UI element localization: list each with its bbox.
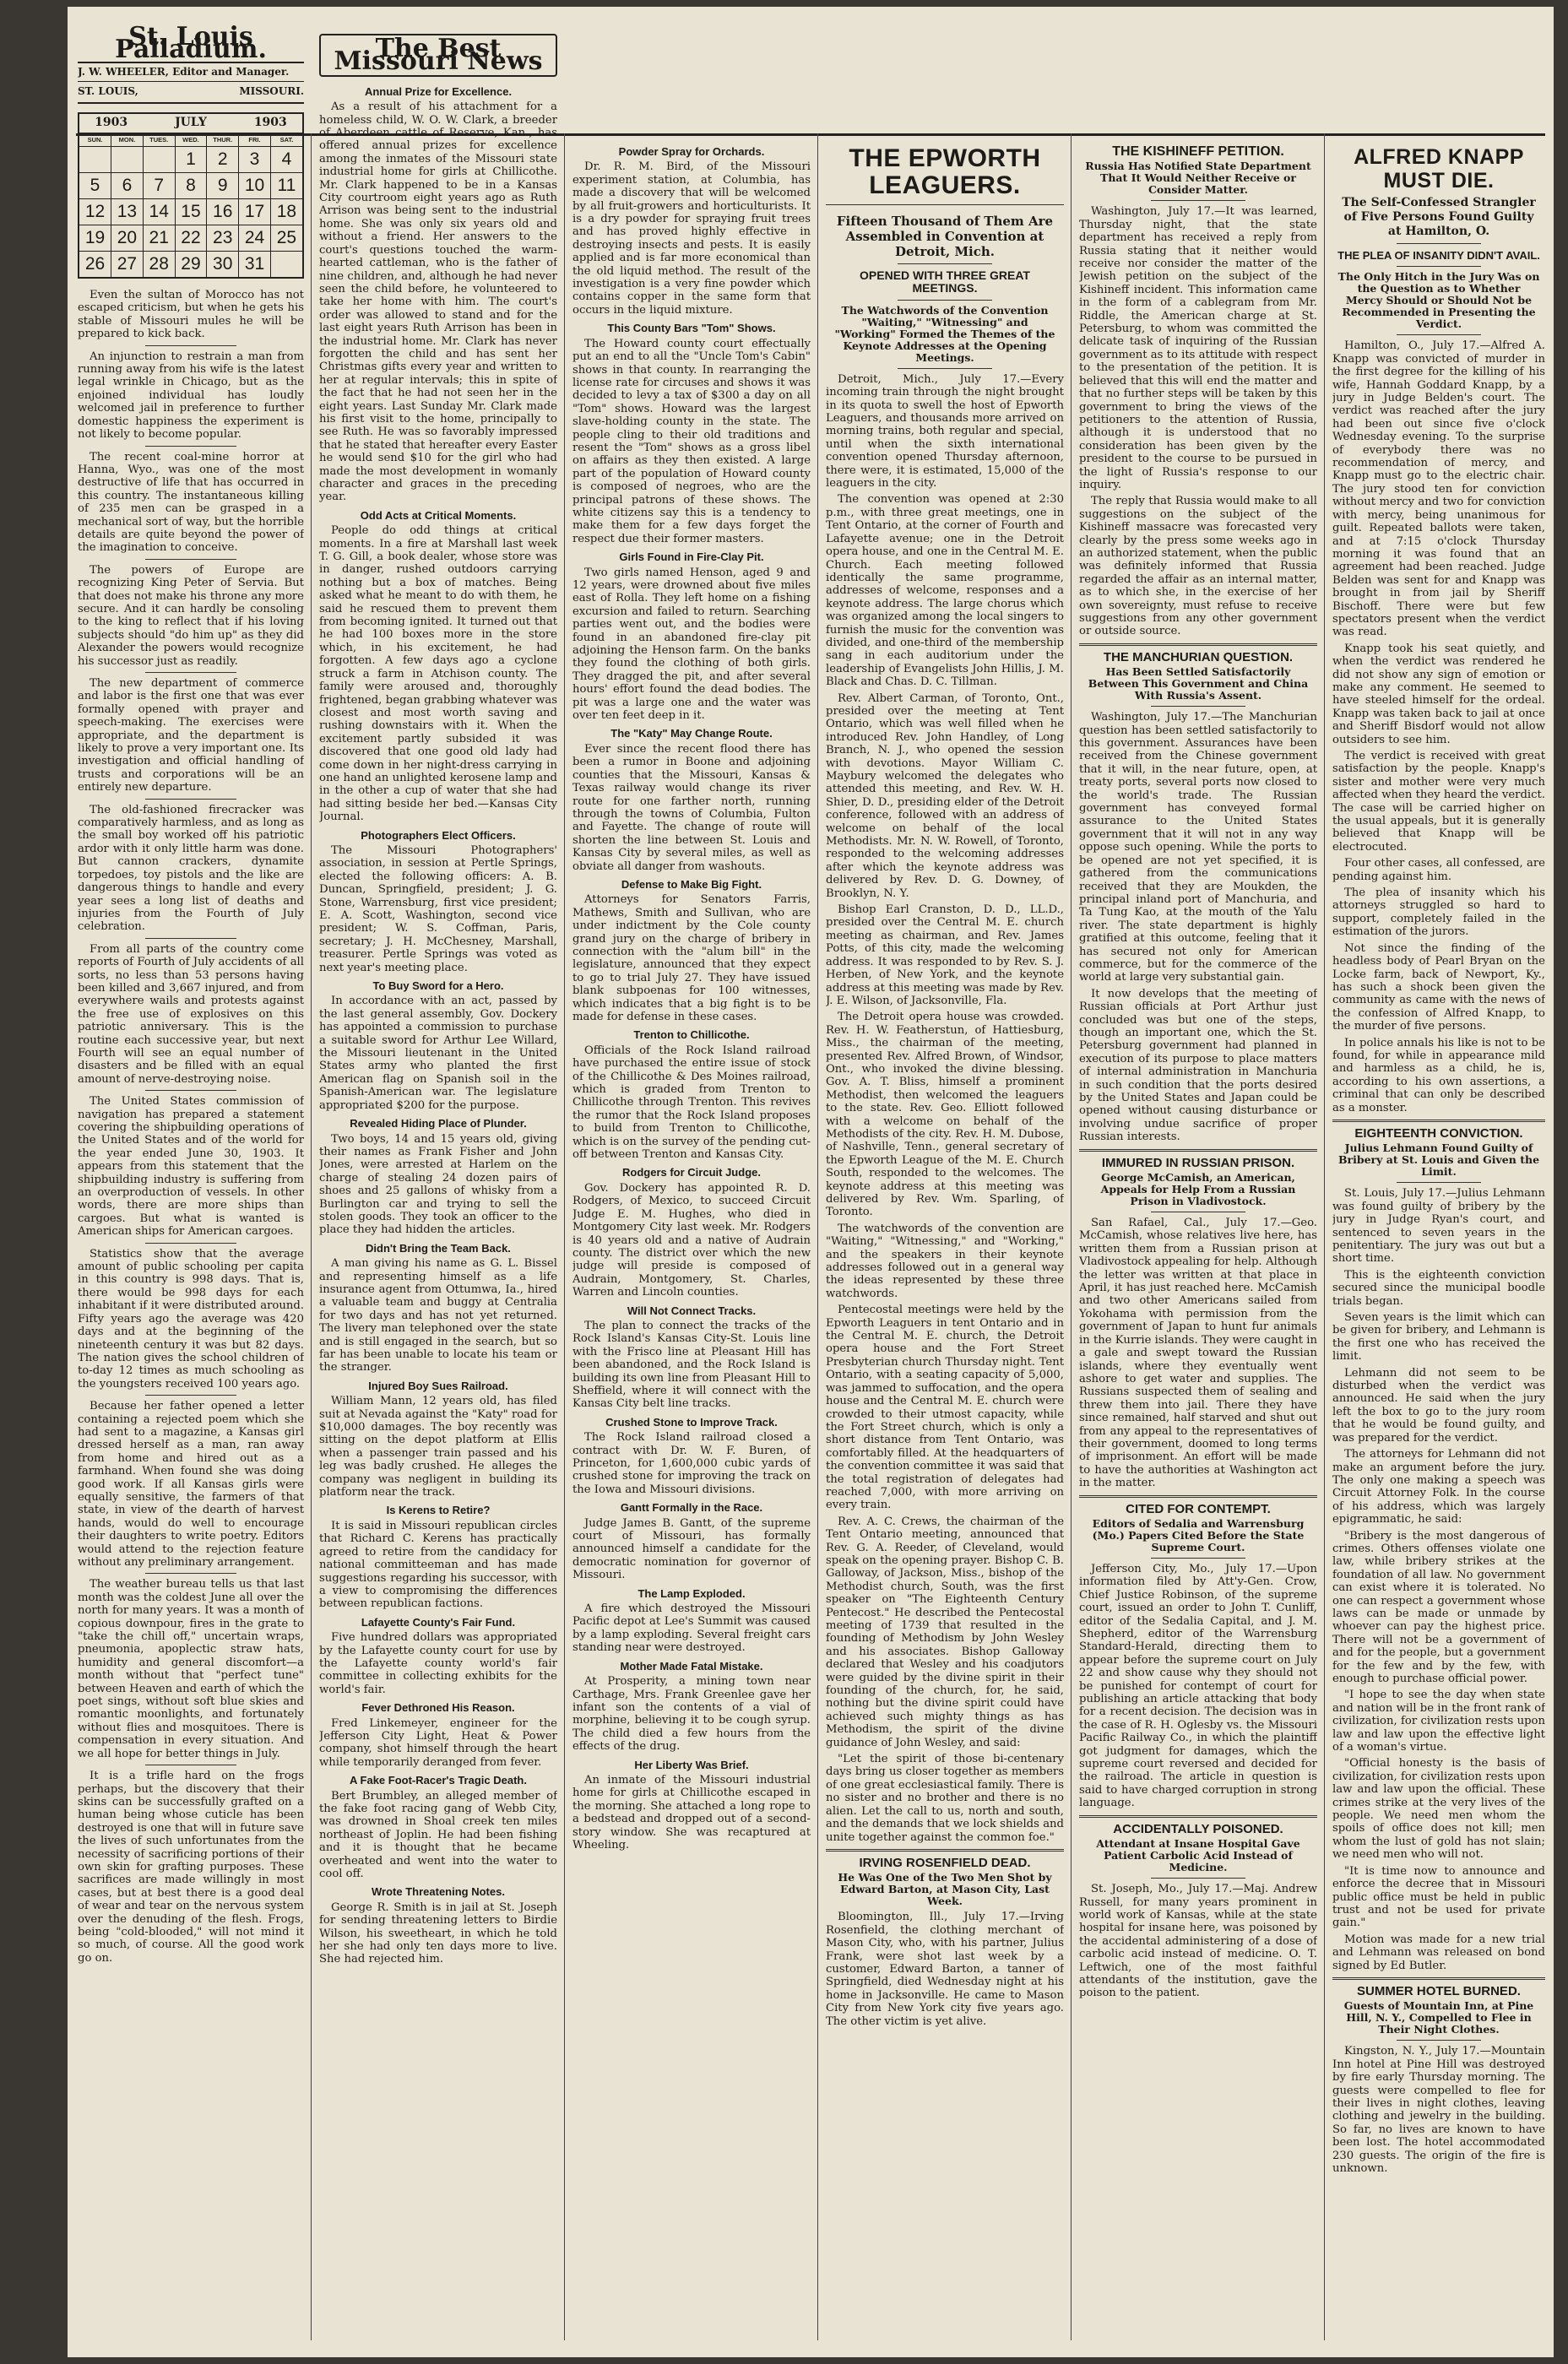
calendar-week [79, 252, 303, 279]
news-item-heading: Wrote Threatening Notes. [372, 1885, 505, 1899]
calendar-date: 31 [239, 252, 271, 279]
calendar-day-label: MON. [111, 133, 144, 146]
calendar-month: JULY [143, 113, 238, 133]
news-item-body: Two boys, 14 and 15 years old, giving their names as Frank Fisher and John Jones, were arrested at Harlem on the charge of stealing 24 dozen pairs of shoes and 25 gallons of whisky from a Burlington car and trying to sell the stolen goods. They took an officer to the place they had hidden the articles. [319, 1132, 557, 1237]
news-item-body: The Howard county court effectually put an end to all the "Uncle Tom's Cabin" shows in that county. In rearranging the license rate for circuses and shows it was decided to levy a tax of $300 a day on all "Tom" shows. Howard was the largest slave-holding county in the state. The people cling to their old traditions and resent the "Tom" shows as a gross libel on affairs as they then existed. A large part of the population of Howard county is composed of negroes, who are the principal patrons of these shows. The white citizens say this is a tendency to make them for a few days forget the respect due their former masters. [572, 337, 811, 545]
rule [1332, 1120, 1545, 1122]
editorial-paragraph: The new department of commerce and labor is the first one that was ever formally opened with prayer and speech-making. The exercises were appropriate, and the department is likely to prove a very important one. Its investigation and official handling of trusts and corporations will be an entirely new departure. [78, 677, 304, 794]
article-paragraph: Hamilton, O., July 17.—Alfred A. Knapp was convicted of murder in the first degree for the killing of his wife, Hannah Goddard Knapp, by a jury in Judge Belden's court. The verdict was reached after the jury had been out since five o'clock Wednesday evening. To the surprise of everybody there was no recommendation of mercy, and Knapp must go to the electric chair. The jury stood ten for conviction without mercy and two for conviction with mercy, being unanimous for guilt. Repeated ballots were taken, and at 7:15 o'clock Thursday morning it was found that an agreement had been reached. Judge Belden was sent for and Knapp was brought in from jail by Sheriff Bischoff. There were but few spectators present when the verdict was read. [1332, 339, 1545, 639]
news-item-heading: Mother Made Fatal Mistake. [620, 1659, 763, 1673]
calendar-day-label: SAT. [270, 133, 303, 146]
news-item-body: Two girls named Henson, aged 9 and 12 years, were drowned about five miles east of Rolla. They left home on a fishing excursion and failed to return. Searching parties went out, and the bodies were found in an abandoned fire-clay pit adjoining the Henson farm. On the banks they found the clothing of both girls. They dragged the pit, and after several hours' effort found the dead bodies. The pit was a large one and the water was over ten feet deep in it. [572, 566, 811, 723]
calendar-date: 15 [175, 199, 207, 225]
contempt-body [1079, 1563, 1317, 1810]
article-paragraph: The convention was opened at 2:30 p.m., with three great meetings, one in Tent Ontario, at the corner of Fourth and Lafayette avenue; one in the Detroit opera house, and one in the Central M. E. Church. Each meeting followed identically the same programme, addresses of welcome, responses and a keynote address. The large chorus which was organized among the local singers to furnish the music for the convention was divided, and one-third of the membership sang in each auditorium under the leadership of Evangelists John Hillis, J. M. Black and Chas. D. C. Tillman. [826, 493, 1064, 689]
article-paragraph: "It is time now to announce and enforce the decree that in Missouri public office must be held in public trust and not be used for private gain." [1332, 1864, 1545, 1930]
rule [898, 300, 993, 301]
news-item-heading: Girls Found in Fire-Clay Pit. [619, 550, 764, 564]
article-paragraph: Lehmann did not seem to be disturbed when the verdict was announced. He said when the jury left the box to go to the jury room that he would be found guilty, and was prepared for the verdict. [1332, 1366, 1545, 1445]
editorial-paragraph: An injunction to restrain a man from running away from his wife is the latest legal wrinkle in Chicago, but as the enjoined individual has loudly welcomed jail in preference to further domestic happiness the experiment is not likely to become popular. [78, 350, 304, 442]
calendar-date [143, 147, 175, 173]
article-paragraph: Rev. Albert Carman, of Toronto, Ont., presided over the meeting at Tent Ontario, which was well filled when he introduced Rev. John Handley, of Long Branch, N. J., who opened the session with devotions. Mayor William C. Maybury welcomed the delegates who attended this meeting, and Rev. W. H. Shier, D. D., presiding elder of the Detroit conference, followed with an address of welcome on behalf of the local Methodists. Mr. N. W. Rowell, of Toronto, responded to the welcoming addresses after which the keynote address was delivered by Rev. D. G. Downey, of Brooklyn, N. Y. [826, 691, 1064, 900]
news-item-body: The Rock Island railroad closed a contract with Dr. W. F. Buren, of Princeton, for 1,600,000 cubic yards of crushed stone for improving the track on the Iowa and Missouri divisions. [572, 1431, 811, 1496]
news-item-heading: This County Bars "Tom" Shows. [607, 322, 776, 335]
manchurian-headline: THE MANCHURIAN QUESTION. [1103, 649, 1294, 664]
article-paragraph: In police annals his like is not to be found, for while in appearance mild and harmless as a child, he is, according to his own assertions, a criminal that can only be described as a monster. [1332, 1036, 1545, 1114]
immured-body [1079, 1217, 1317, 1490]
article-paragraph: "Let the spirit of those bi-centenary days bring us closer together as members of one great ecclesiastical family. There is no sister and no brother and there is no alien. Let the call to us, north and south, and the demands that we lock shields and unite together against the common foe." [826, 1753, 1064, 1844]
masthead-title: St. Louis Palladium. [115, 22, 267, 65]
calendar-day-label: THUR. [207, 133, 239, 146]
editorial-paragraph: Because her father opened a letter containing a rejected poem which she had sent to a magazine, a Kansas girl dressed herself as a man, ran away from home and hired out as a farmhand. When found she was doing good work. If all Kansas girls were equally sensitive, the farmers of that state, in view of the dearth of harvest hands, would do well to encourage their daughters to write poetry. Editors would attend to the rejection feature without any preliminary arrangement. [78, 1400, 304, 1569]
news-item-body: An inmate of the Missouri industrial home for girls at Chillicothe escaped in the morning. She attached a long rope to a bedstead and dropped out of a second-story window. She was recaptured at Wheeling. [572, 1773, 811, 1852]
news-item-heading: Trenton to Chillicothe. [633, 1028, 750, 1042]
calendar-date: 3 [239, 147, 271, 173]
immured-headline: IMMURED IN RUSSIAN PRISON. [1101, 1155, 1295, 1170]
hotel-headline: SUMMER HOTEL BURNED. [1357, 1983, 1521, 1998]
calendar-date [270, 252, 303, 279]
poisoned-body [1079, 1883, 1317, 2000]
article-paragraph: The plea of insanity which his attorneys struggled so hard to support, completely failed in the estimation of the jurors. [1332, 886, 1545, 939]
calendar-date: 27 [111, 252, 144, 279]
rule [1079, 643, 1317, 646]
calendar-date: 10 [239, 173, 271, 199]
rule [1397, 266, 1482, 267]
news-item-heading: A Fake Foot-Racer's Tragic Death. [350, 1774, 527, 1787]
manchurian-deck: Has Been Settled Satisfactorily Between This Government and China With Russia's Assent. [1088, 665, 1309, 702]
editorial-paragraph: From all parts of the country come reports of Fourth of July accidents of all sorts, no less than 53 persons having been killed and 3,667 injured, and from everywhere wails and protests against the free use of explosives on this patriotic anniversary. This is the routine each successive year, but next Fourth will see an equal number of disasters and be filled with an equal amount of nerve-destroying noise. [78, 942, 304, 1086]
article-paragraph: Motion was made for a new trial and Lehmann was released on bond signed by Ed Butler. [1332, 1933, 1545, 1972]
column-divider [311, 133, 312, 2340]
news-item-body: People do odd things at critical moments. In a fire at Marshall last week T. G. Gill, a book dealer, whose store was in danger, rushed outdoors carrying nothing but a box of matches. Being asked what he meant to do with them, he said he rescued them to prevent them from becoming ignited. It turned out that he had 100 boxes more in the store which, in his excitement, he had forgotten. A few days ago a cyclone struck a farm in Atchison county. The family were aroused and, thoroughly frightened, began grabbing whatever was closest and most worth saving and rushing downstairs with it. When the excitement partly subsided it was discovered that one good old lady had come down in her night-dress carrying in one hand an unlighted kerosene lamp and in the other a cup of water that she had had sitting beside her bed.—Kansas City Journal. [319, 524, 557, 824]
article-paragraph: Jefferson City, Mo., July 17.—Upon information filed by Att'y-Gen. Crow, Chief Justice Robinson, of the supreme court, issued an order to John T. Cunliff, editor of the Sedalia Capital, and J. M. Shepherd, editor of the Warrensburg Standard-Herald, directing them to appear before the supreme court on July 22 and show cause why they should not be punished for contempt of court for publishing an article attacking that body for a recent decision. The decision was in the case of R. H. Oglesby vs. the Missouri Pacific Railway Co., in which the plaintiff got judgment for damages, which the supreme court reversed and decided for the railroad. The article in question is said to have charged corruption in strong language. [1079, 1562, 1317, 1810]
calendar-week [79, 199, 303, 225]
rule [1397, 2040, 1482, 2041]
news-item-heading: Crushed Stone to Improve Track. [605, 1415, 778, 1429]
news-item-heading: Powder Spray for Orchards. [618, 145, 765, 158]
calendar-year-right: 1903 [239, 113, 303, 133]
news-item-heading: The "Katy" May Change Route. [610, 727, 773, 740]
hotel-deck: Guests of Mountain Inn, at Pine Hill, N. Y., Compelled to Flee in Their Night Clothes. [1343, 1999, 1534, 2036]
article-paragraph: The Detroit opera house was crowded. Rev. H. W. Featherstun, of Hattiesburg, Miss., the chairman of the meeting, presented Rev. Alfred Brown, of Windsor, Ont., who invoked the divine blessing. Gov. A. T. Bliss, himself a prominent Methodist, then welcomed the leaguers to the state. Rev. Geo. Elliott followed with a welcome on behalf of the Methodists of the city. Rev. H. M. Dubose, of Nashville, Tenn., general secretary of the Epworth League of the M. E. Church South, responded to the welcomes. The keynote address at this meeting was delivered by Rev. Wm. Sparling, of Toronto. [826, 1011, 1064, 1219]
article-paragraph: The watchwords of the convention are "Waiting," "Witnessing," and "Working," and the speakers in their keynote addresses followed out in a general way the ideas represented by these three watchwords. [826, 1222, 1064, 1300]
editorial-paragraph: Statistics show that the average amount of public schooling per capita in this country is 998 days. That is, there would be 998 days for each inhabitant if it were distributed around. Fifty years ago the average was 420 days and at the beginning of the nineteenth century it was but 82 days. The nation gives the school children of to-day 12 times as much schooling as the youngsters received 100 years ago. [78, 1247, 304, 1391]
rule [145, 1090, 236, 1091]
news-item-heading: Revealed Hiding Place of Plunder. [350, 1117, 527, 1130]
calendar-date: 7 [143, 173, 175, 199]
news-item-heading: To Buy Sword for a Hero. [372, 979, 504, 993]
news-item-body: Officials of the Rock Island railroad have purchased the entire issue of stock of the Chillicothe & Des Moines railroad, which is graded from Trenton to Chillicothe through Trenton. This revives the rumor that the Rock Island proposes to build from Trenton to Chillicothe, which is on the survey of the pending cut-off between Trenton and Kansas City. [572, 1044, 811, 1162]
article-paragraph: Rev. A. C. Crews, the chairman of the Tent Ontario meeting, announced that Rev. G. A. Reeder, of Cleveland, would speak on the opening prayer. Bishop C. B. Galloway, of Jackson, Miss., bishop of the Methodist church, South, was the first speaker on "The Eighteenth Century Pentecost." He described the Pentecostal meeting of 1739 that resulted in the founding of Methodism by John Wesley and his associates. Bishop Galloway declared that Wesley and his coadjutors were guided by the divine spirit in their founding of the church, for, he said, nothing but the divine spirit could have achieved such mighty things as has Methodism, the spirit of the divine guidance of John Wesley, and said: [826, 1515, 1064, 1749]
news-item-body: The plan to connect the tracks of the Rock Island's Kansas City-St. Louis line with the Frisco line at Pleasant Hill has been abandoned, and the Rock Island is building its own line from Pleasant Hill to Sheffield, where it will connect with the Kansas City belt line tracks. [572, 1319, 811, 1411]
news-item-heading: Will Not Connect Tracks. [627, 1304, 757, 1317]
rule [145, 446, 236, 447]
epworth-deck-1: Fifteen Thousand of Them Are Assembled in Convention at Detroit, Mich. [836, 214, 1054, 259]
article-paragraph: St. Joseph, Mo., July 17.—Maj. Andrew Russell, for many years prominent in world work of Kansas, while at the state hospital for insane here, was poisoned by the accidental administering of a dose of carbolic acid instead of medicine. O. T. Leftwich, one of the most faithful attendants of the institution, gave the poison to the patient. [1079, 1883, 1317, 2000]
news-item-body: Attorneys for Senators Farris, Mathews, Smith and Sullivan, who are under indictment by the Cole county grand jury on the charge of bribery in connection with the "alum bill" in the legislature, announced that they expect to go to trial July 27. They have issued blank subpoenas for 100 witnesses, which indicates that a big fight is to be made for defense in these cases. [572, 893, 811, 1023]
editorial-paragraph: It is a trifle hard on the frogs perhaps, but the discovery that their skins can be successfully grafted on a human being whose cuticle has been destroyed is one that will in future save the lives of such unfortunates from the necessity of sacrificing portions of their own skin for grafting purposes. These sacrifices are made willingly in most cases, but at best there is a good deal of wear and tear on the nervous system over the denuding of the flesh. Frogs, being "cold-blooded," will not mind it so much, of course. All the good work go on. [78, 1770, 304, 1965]
calendar-header [79, 113, 303, 133]
editorial-paragraph: The United States commission of navigation has prepared a statement covering the shipbuilding operations of the United States and of the world for the year ended June 30, 1903. It appears from this statement that the shipbuilding industry is suffering from an overproduction of vessels. In other words, there are more ships than cargoes. But what is wanted is American ships for American cargoes. [78, 1095, 304, 1239]
calendar-date: 29 [175, 252, 207, 279]
rosenfield-body: Bloomington, Ill., July 17.—Irving Rosenfield, the clothing merchant of Mason City, who, with his partner, Julius Frank, were shot last week by a customer, Edward Barton, a tanner of Springfield, died Wednesday night at his home in Jacksonville. He came to Mason City from New York city five years ago. The other victim is yet alive. [826, 1911, 1064, 2028]
calendar-day-label: FRI. [239, 133, 271, 146]
article-paragraph: It now develops that the meeting of Russian officials at Port Arthur just concluded was but one of the steps, though an important one, which the St. Petersburg government had planned in execution of its purpose to place matters of internal administration in Manchuria in such condition that the ports desired by the United States and Japan could be opened without causing disturbance or involving undue sacrifice of proper Russian interests. [1079, 987, 1317, 1144]
rule [1332, 1977, 1545, 1980]
column-5 [1079, 140, 1317, 2340]
news-item-heading: Fever Dethroned His Reason. [361, 1701, 515, 1715]
column-3 [572, 140, 811, 2340]
poisoned-deck: Attendant at Insane Hospital Gave Patient Carbolic Acid Instead of Medicine. [1096, 1837, 1300, 1874]
column-4 [826, 140, 1064, 2340]
city: ST. LOUIS, [78, 85, 138, 98]
calendar-date: 14 [143, 199, 175, 225]
kishineff-deck: Russia Has Notified State Department That It Would Neither Receive or Consider Matter. [1085, 160, 1311, 197]
calendar-date: 12 [79, 199, 111, 225]
rule [145, 1395, 236, 1396]
news-item-body: In accordance with an act, passed by the last general assembly, Gov. Dockery has appointed a commission to purchase a suitable sword for Arthur Lee Willard, the Missouri lieutenant in the United States army who planted the first American flag on Spanish soil in the Spanish-American war. The legislature appropriated $200 for the purpose. [319, 995, 557, 1112]
rule [898, 368, 993, 369]
calendar-week [79, 147, 303, 173]
calendar-days-row [79, 133, 303, 146]
rule [145, 1243, 236, 1244]
rule [1397, 1182, 1482, 1183]
news-item-body: Judge James B. Gantt, of the supreme court of Missouri, has formally announced himself a candidate for the democratic nomination for governor of Missouri. [572, 1516, 811, 1582]
editorial-paragraph: Even the sultan of Morocco has not escaped criticism, but when he gets his stable of Missouri mules he will be prepared to kick back. [78, 289, 304, 341]
article-paragraph: Pentecostal meetings were held by the Epworth Leaguers in tent Ontario and in the Central M. E. church, the Detroit opera house and the Fort Street Presbyterian church Thursday night. Tent Ontario, with a seating capacity of 5,000, was jammed to suffocation, and the opera house and the Central M. E. church were crowded to their utmost capacity, while the Fort Street church, which is only a short distance from Tent Ontario, was comfortably filled. At the headquarters of the convention committee it was said that the total registration of delegates had reached 7,000, with more arriving on every train. [826, 1304, 1064, 1512]
article-paragraph: St. Louis, July 17.—Julius Lehmann was found guilty of bribery by the jury in Judge Ryan's court, and sentenced to seven years in the penitentiary. The jury was out but a short time. [1332, 1187, 1545, 1266]
column-3-items [572, 145, 811, 1852]
news-item-body: Gov. Dockery has appointed R. D. Rodgers, of Mexico, to succeed Circuit Judge E. M. Hughes, who died in Montgomery City last week. Mr. Rodgers is 40 years old and a native of Audrain county. The district over which the new judge will preside is composed of Audrain, Montgomery, St. Charles, Warren and Lincoln counties. [572, 1181, 811, 1299]
column-6 [1332, 140, 1545, 2340]
rule [1151, 706, 1246, 707]
article-paragraph: The verdict is received with great satisfaction by the people. Knapp's sister and mother were very much affected when they heard the verdict. The case will be carried higher on the usual appeals, but it is generally believed that Knapp will be electrocuted. [1332, 750, 1545, 854]
calendar-date: 18 [270, 199, 303, 225]
dateline [78, 82, 304, 103]
news-item-body: A man giving his name as G. L. Bissel and representing himself as a life insurance agent from Ottumwa, Ia., hired a valuable team and buggy at Centralia for two days and has not yet returned. The livery man telephoned over the state and is still engaged in the search, but so far has been unable to locate his team or the stranger. [319, 1257, 557, 1374]
article-paragraph: Bishop Earl Cranston, D. D., LL.D., presided over the Central M. E. church meeting as chairman, and Rev. James Potts, of this city, made the welcoming address. It was responded to by Rev. S. J. Herben, of New York, and the keynote address at this meeting was made by Rev. J. E. Wilson, of Jacksonville, Fla. [826, 903, 1064, 1007]
news-item-body: Fred Linkemeyer, engineer for the Jefferson City Light, Heat & Power company, shot himself through the heart while temporarily deranged from fever. [319, 1716, 557, 1769]
contempt-headline: CITED FOR CONTEMPT. [1126, 1501, 1271, 1516]
calendar-date: 2 [207, 147, 239, 173]
article-paragraph: Kingston, N. Y., July 17.—Mountain Inn hotel at Pine Hill was destroyed by fire early Thursday morning. The guests were compelled to flee for their lives in night clothes, leaving clothing and jewelry in the building. So far, no lives are known to have been lost. The hotel accommodated 230 guests. The origin of the fire is unknown. [1332, 2045, 1545, 2175]
news-item-heading: Photographers Elect Officers. [361, 828, 516, 842]
news-item-heading: Rodgers for Circuit Judge. [622, 1166, 761, 1179]
news-item-heading: Injured Boy Sues Railroad. [368, 1379, 508, 1392]
news-item-heading: Didn't Bring the Team Back. [366, 1241, 511, 1255]
calendar-date [111, 147, 144, 173]
calendar-weeks [79, 147, 303, 279]
calendar-day-label: TUES. [143, 133, 175, 146]
column-1 [78, 15, 304, 2340]
column-divider [564, 133, 565, 2340]
calendar-day-label: WED. [175, 133, 207, 146]
calendar-date: 28 [143, 252, 175, 279]
rosenfield-headline: IRVING ROSENFIELD DEAD. [859, 1855, 1031, 1870]
calendar-date: 17 [239, 199, 271, 225]
article-paragraph: Washington, July 17.—It was learned, Thursday night, that the state department has received a reply from Russia stating that it neither would receive nor consider the matter of the Jewish petition on the subject of the Kishineff incident. This information came in the form of a cablegram from Mr. Riddle, the American charge at St. Petersburg, to whom was committed the delicate task of inquiring of the Russian government as to its attitude with respect to the presentation of the petition. It is believed that this will end the matter and that no further steps will be taken by this government to bring the views of the petitioners to the attention of Russia, although it is understood that no consideration has been given by the president to the course to be pursued in the light of Russia's response to our inquiry. [1079, 205, 1317, 491]
calendar-date: 13 [111, 199, 144, 225]
rule [826, 1849, 1064, 1852]
news-item-body: It is said in Missouri republican circles that Richard C. Kerens has practically agreed to retire from the candidacy for national committeeman and has made suggestions regarding his successor, with a view to compromising the differences between republican factions. [319, 1519, 557, 1611]
epworth-deck-3: The Watchwords of the Convention "Waiting," "Witnessing" and "Working" Formed the Themes of the Keynote Addresses at the Opening Meetings. [834, 303, 1055, 364]
article-paragraph: "Bribery is the most dangerous of crimes. Others offenses violate one law, while bribery strikes at the foundation of all law. No government can exist where it is tolerated. No one can respect a government whose laws can be made or unmade by whoever can pay the highest price. There will not be a government of and for the people, but a government for the few and by the few, with enough to purchase official power. [1332, 1529, 1545, 1685]
article-paragraph: Four other cases, all confessed, are pending against him. [1332, 857, 1545, 883]
editor-line: J. W. WHEELER, Editor and Manager. [78, 62, 304, 82]
editorial-paragraph: The recent coal-mine horror at Hanna, Wyo., was one of the most destructive of life that has occurred in this country. The instantaneous killing of 235 men can be grasped in a mechanical sort of way, but the horrible details are quite beyond the power of the imagination to conceive. [78, 450, 304, 555]
editorial-paragraph: The weather bureau tells us that last month was the coldest June all over the north for many years. It was a month of copious downpour, fires in the grate to "take the chill off," uncertain wraps, pneumonia, apoplectic straw hats, humidity and general discomfort—a month without that "perfect tune" between Heaven and earth of which the poet sings, without soft blue skies and romantic moonlights, and fortunately without flies and mosquitoes. There is compensation in every situation. And we all hope for better things in July. [78, 1578, 304, 1760]
immured-deck: George McCamish, an American, Appeals for Help From a Russian Prison in Vladivostock. [1100, 1171, 1296, 1208]
rule [145, 672, 236, 673]
news-item-body: The Missouri Photographers' association, in session at Pertle Springs, elected the following officers: A. B. Duncan, Springfield, president; J. G. Stone, Warrensburg, first vice president; E. A. Scott, Washington, second vice president; W. S. Coffman, Paris, secretary; J. H. McChesney, Marshall, treasurer. Pertle Springs was voted as next year's meeting place. [319, 843, 557, 974]
news-item-body: Ever since the recent flood there has been a rumor in Boone and adjoining counties that the Missouri, Kansas & Texas railway would change its river route for one farther north, running through the towns of Columbia, Fulton and Fayette. The change of route will shorten the line between St. Louis and Kansas City by several miles, as well as obviate all danger from washouts. [572, 742, 811, 873]
calendar-date: 30 [207, 252, 239, 279]
calendar-date: 20 [111, 225, 144, 252]
rule [1397, 334, 1482, 335]
column-2 [319, 15, 557, 2340]
article-paragraph: Washington, July 17.—The Manchurian question has been settled satisfactorily to this government. Assurances have been received from the Chinese government that it will, in the near future, open, at treaty ports, several ports now closed to the world's trade. The Russian government has conveyed formal assurance to the United States government that it will not in any way oppose such opening. While the ports to be opened are not yet specified, it is gathered from the communications received that they are Moukden, the principal inland port of Manchuria, and Ta Tung Kao, at the mouth of the Yalu river. The state department is highly gratified at this outcome, feeling that it has secured not only for American commerce, but for the commerce of the world at large very substantial gain. [1079, 711, 1317, 984]
calendar-date: 6 [111, 173, 144, 199]
news-item-heading: Gantt Formally in the Race. [620, 1501, 763, 1515]
column-divider [1324, 133, 1325, 2340]
column-1-paragraphs [78, 289, 304, 1965]
rule [1397, 243, 1482, 244]
editorial-paragraph: The old-fashioned firecracker was comparatively harmless, and as long as the small boy worked off his patriotic ardor with it only little harm was done. But cannon crackers, dynamite torpedoes, toy pistols and the like are dangerous things to handle and every year sees a long list of deaths and injuries from the Fourth of July celebration. [78, 803, 304, 934]
editorial-paragraph: The powers of Europe are recognizing King Peter of Servia. But that does not make his throne any more secure. And it can hardly be consoling to the king to reflect that if his loving subjects should "do him up" as they did Alexander the powers would recognize his successor just as readily. [78, 563, 304, 668]
poisoned-headline: ACCIDENTALLY POISONED. [1113, 1821, 1283, 1836]
news-item-body: Bert Brumbley, an alleged member of the fake foot racing gang of Webb City, was drowned in Shoal creek ten miles northeast of Joplin. He had been fishing and it is thought that he became overheated and went into the water to cool off. [319, 1789, 557, 1881]
calendar-date: 4 [270, 147, 303, 173]
column-divider [817, 133, 818, 2340]
rule [145, 938, 236, 939]
rule [1151, 200, 1246, 201]
calendar-week [79, 225, 303, 252]
calendar-date: 1 [175, 147, 207, 173]
eighteenth-body [1332, 1187, 1545, 1972]
epworth-headline: THE EPWORTH LEAGUERS. [826, 145, 1064, 205]
calendar-date: 23 [207, 225, 239, 252]
news-item-heading: Lafayette County's Fair Fund. [361, 1615, 516, 1629]
calendar-date: 22 [175, 225, 207, 252]
news-item-heading: Defense to Make Big Fight. [621, 877, 762, 891]
article-paragraph: "I hope to see the day when state and nation will be in the front rank of civilization, for civilization rests upon law and law upon the effective light of a woman's virtue. [1332, 1689, 1545, 1754]
article-paragraph: The attorneys for Lehmann did not make an argument before the jury. The only one making a speech was Circuit Attorney Folk. In the course of his address, which was largely epigrammatic, he said: [1332, 1448, 1545, 1526]
news-item-body: Five hundred dollars was appropriated by the Lafayette county court for use by the Lafayette county world's fair committee in collecting exhibits for the world's fair. [319, 1631, 557, 1696]
column-2-items [319, 85, 557, 1966]
calendar-day-label: SUN. [79, 133, 111, 146]
kishineff-headline: THE KISHINEFF PETITION. [1112, 144, 1284, 159]
article-paragraph: Seven years is the limit which can be given for bribery, and Lehmann is the first one who has received the limit. [1332, 1311, 1545, 1364]
news-item-body: At Prosperity, a mining town near Carthage, Mrs. Frank Greenlee gave her infant son the contents of a vial of morphine, believing it to be cough syrup. The child died a few hours from the effects of the drug. [572, 1675, 811, 1754]
rule [1079, 1495, 1317, 1498]
rosenfield-deck: He Was One of the Two Men Shot by Edward Barton, at Mason City, Last Week. [838, 1871, 1052, 1908]
rule [145, 1573, 236, 1574]
calendar-date: 24 [239, 225, 271, 252]
eighteenth-headline: EIGHTEENTH CONVICTION. [1354, 1125, 1523, 1141]
knapp-body [1332, 339, 1545, 1114]
news-item-body: William Mann, 12 years old, has filed suit at Nevada against the "Katy" road for $10,000 damages. The boy recently was sitting on the depot platform at Ellis when a passenger train passed and his leg was badly crushed. He alleges the company was negligent in building its platform near the track. [319, 1395, 557, 1499]
eighteenth-deck: Julius Lehmann Found Guilty of Bribery at St. Louis and Given the Limit. [1337, 1141, 1540, 1179]
rule [898, 263, 993, 264]
knapp-deck-3: The Only Hitch in the Jury Was on the Question as to Whether Mercy Should or Should Not be Recommended in Presenting the Verdict. [1337, 270, 1540, 331]
news-item-heading: The Lamp Exploded. [638, 1586, 746, 1600]
calendar-date: 26 [79, 252, 111, 279]
rule [1151, 1558, 1246, 1559]
knapp-deck-2: THE PLEA OF INSANITY DIDN'T AVAIL. [1337, 249, 1540, 262]
best-missouri-news-title: The Best Missouri News [319, 34, 557, 77]
newspaper-page [68, 7, 1554, 2357]
rule [1151, 1878, 1246, 1879]
article-paragraph: This is the eighteenth conviction secured since the municipal boodle trials began. [1332, 1268, 1545, 1308]
rule [1079, 1149, 1317, 1152]
calendar-date: 11 [270, 173, 303, 199]
calendar-date: 8 [175, 173, 207, 199]
news-item-body: As a result of his attachment for a homeless child, W. O. W. Clark, a breeder of Aberdeen cattle of Reserve, Kan., has offered annual prizes for excellence among the inmates of the Missouri state industrial home for girls at Chillicothe. Mr. Clark happened to be in a Kansas City courtroom eight years ago as Ruth Arrison was being sent to the industrial home. She was only six years old and without a friend. Her answers to the court's questions touched the warm-hearted cattleman, who is the father of nine children, and, although he had never seen the child before, he volunteered to take her home with him. The court's order was allowed to stand and for the last eight years Ruth Arrison has been in the industrial home. Mr. Clark has never forgotten the child and has sent her Christmas gifts every year and written to her at regular intervals; this in spite of the fact that he had not seen her in the eight years. Last Sunday Mr. Clark made his first visit to the home, principally to see Ruth. He was so favorably impressed that he stated that hereafter every Easter he would send $10 for the girl who had made the most development in womanly character and graces in the preceding year. [319, 100, 557, 504]
calendar-week [79, 173, 303, 199]
contempt-deck: Editors of Sedalia and Warrensburg (Mo.) Papers Cited Before the State Supreme Court. [1092, 1516, 1305, 1553]
calendar-date: 25 [270, 225, 303, 252]
article-paragraph: Not since the finding of the headless body of Pearl Bryan on the Locke farm, back of Newport, Ky., has such a shock been given the community as came with the news of the confession of Alfred Knapp, to the murder of five persons. [1332, 941, 1545, 1033]
knapp-deck-1: The Self-Confessed Strangler of Five Persons Found Guilty at Hamilton, O. [1342, 196, 1536, 238]
news-item-heading: Is Kerens to Retire? [386, 1504, 491, 1517]
kishineff-body [1079, 205, 1317, 637]
hotel-body [1332, 2045, 1545, 2175]
calendar-date: 21 [143, 225, 175, 252]
calendar-date: 16 [207, 199, 239, 225]
rule [145, 799, 236, 800]
article-paragraph: Knapp took his seat quietly, and when the verdict was rendered he did not show any sign of emotion or make any comment. He seemed to have steeled himself for the ordeal. Knapp was taken back to jail at once and Sheriff Bisdorf would not allow outsiders to see him. [1332, 642, 1545, 746]
rule [1079, 1815, 1317, 1818]
rule [145, 559, 236, 560]
knapp-headline: ALFRED KNAPP MUST DIE. [1354, 145, 1524, 192]
article-paragraph: Detroit, Mich., July 17.—Every incoming train through the night brought in its quota to swell the host of Epworth Leaguers, and thousands more arrived on morning trains, both regular and special, until when the sixth international convention opened Thursday afternoon, there were, it is estimated, 15,000 of the leaguers in the city. [826, 372, 1064, 491]
news-item-heading: Odd Acts at Critical Moments. [360, 508, 517, 522]
column-divider [1071, 133, 1072, 2340]
article-paragraph: "Official honesty is the basis of civilization, for civilization rests upon law and law upon the official. These crimes strike at the very lives of the people. We need men whom the spoils of office does not kill; men whom the lust of gold has not slain; we need men who will not. [1332, 1757, 1545, 1862]
calendar-year-left: 1903 [79, 113, 143, 133]
epworth-deck-2: OPENED WITH THREE GREAT MEETINGS. [860, 268, 1030, 296]
calendar-date [79, 147, 111, 173]
calendar-date: 19 [79, 225, 111, 252]
calendar-date: 5 [79, 173, 111, 199]
calendar [78, 112, 304, 279]
news-item-heading: Her Liberty Was Brief. [634, 1758, 749, 1771]
calendar-date: 9 [207, 173, 239, 199]
news-item-body: A fire which destroyed the Missouri Pacific depot at Lee's Summit was caused by a lamp exploding. Several freight cars standing near were destroyed. [572, 1602, 811, 1655]
news-item-body: Dr. R. M. Bird, of the Missouri experiment station, at Columbia, has made a discovery that will be welcomed by all fruit-growers and horticulturists. It is a dry powder for spraying fruit trees and has proved highly effective in destroying insects and pests. It is easily applied and is far more economical than the old liquid method. The result of the investigation is a very fine powder which contains copper in the same form that occurs in the liquid mixture. [572, 160, 811, 317]
manchurian-body [1079, 711, 1317, 1143]
article-paragraph: San Rafael, Cal., July 17.—Geo. McCamish, whose relatives live here, has written them from a Russian prison at Vladivostock appealing for help. Although the letter was written at that place in April, it has just reached here. McCamish and two other Americans sailed from Yokohama with permission from the government of Japan to hunt fur animals in the Kurrie islands. They were caught in a gale and swept toward the Russian islands, where they eventually went ashore to get water and supplies. The Russians suspected them of sealing and threw them into jail. There they have since remained, half starved and shut out from any appeal to the representatives of their government, doomed to long terms of imprisonment. An effort will be made to have the authorities at Washington act in the matter. [1079, 1217, 1317, 1490]
news-item-body: George R. Smith is in jail at St. Joseph for sending threatening letters to Birdie Wilson, his sweetheart, in which he told her she had only ten days more to live. She had rejected him. [319, 1900, 557, 1966]
rule [145, 345, 236, 346]
epworth-body [826, 373, 1064, 1844]
state: MISSOURI. [239, 85, 304, 98]
article-paragraph: The reply that Russia would make to all suggestions on the subject of the Kishineff massacre was forecasted very clearly by the press some weeks ago in an authorized statement, when the public was definitely informed that Russia regarded the affair as an internal matter, as to which she, in the exercise of her own sovereignty, must refuse to receive suggestions from any other government or outside source. [1079, 495, 1317, 638]
news-item-heading: Annual Prize for Excellence. [364, 84, 513, 98]
